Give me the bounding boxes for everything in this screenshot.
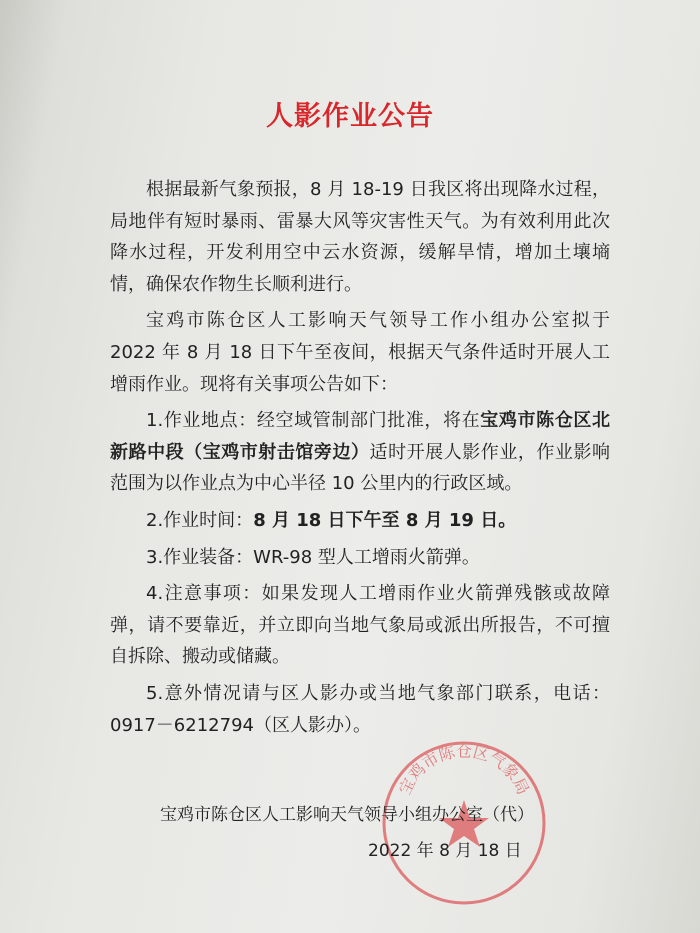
office-paragraph: 宝鸡市陈仓区人工影响天气领导工作小组办公室拟于 2022 年 8 月 18 日下午至夜间，根据天气条件适时开展人工增雨作业。现将有关事项公告如下： <box>110 310 610 395</box>
item-contact: 5.意外情况请与区人影办或当地气象部门联系，电话：0917－6212794（区人影办）。 <box>110 682 610 736</box>
signature-date: 2022 年 8 月 18 日 <box>368 841 522 861</box>
item-notice: 4.注意事项：如果发现人工增雨作业火箭弹残骸或故障弹，请不要靠近，并立即向当地气象局或派出所报告，不可擅自拆除、搬动或储藏。 <box>110 583 610 668</box>
notice-body <box>110 174 610 746</box>
item-equipment: 3.作业装备：WR-98 型人工增雨火箭弹。 <box>146 546 480 568</box>
notice-title: 人影作业公告 <box>266 101 434 132</box>
item2-prefix: 2.作业时间： <box>146 509 254 531</box>
seal-text: 宝鸡市陈仓区气象局 <box>395 741 533 798</box>
item1-suffix: 适时开展人影作业，作业影响范围为以作业点为中心半径 10 公里内的行政区域。 <box>110 441 611 495</box>
item1-prefix: 1.作业地点：经空域管制部门批准，将在 <box>146 410 481 432</box>
item1-location: 宝鸡市陈仓区北新路中段（宝鸡市射击馆旁边） <box>110 410 610 463</box>
item2-time: 8 月 18 日下午至 8 月 19 日。 <box>253 509 517 531</box>
item-location <box>110 405 610 500</box>
item-time <box>110 505 610 537</box>
signature-line: 宝鸡市陈仓区人工影响天气领导小组办公室（代） <box>160 805 534 825</box>
intro-paragraph: 根据最新气象预报，8 月 18-19 日我区将出现降水过程，局地伴有短时暴雨、雷暴大风等灾害性天气。为有效利用此次降水过程，开发利用空中云水资源，缓解旱情，增加土壤墒情，确保农作物生长顺利进行。 <box>110 179 610 295</box>
